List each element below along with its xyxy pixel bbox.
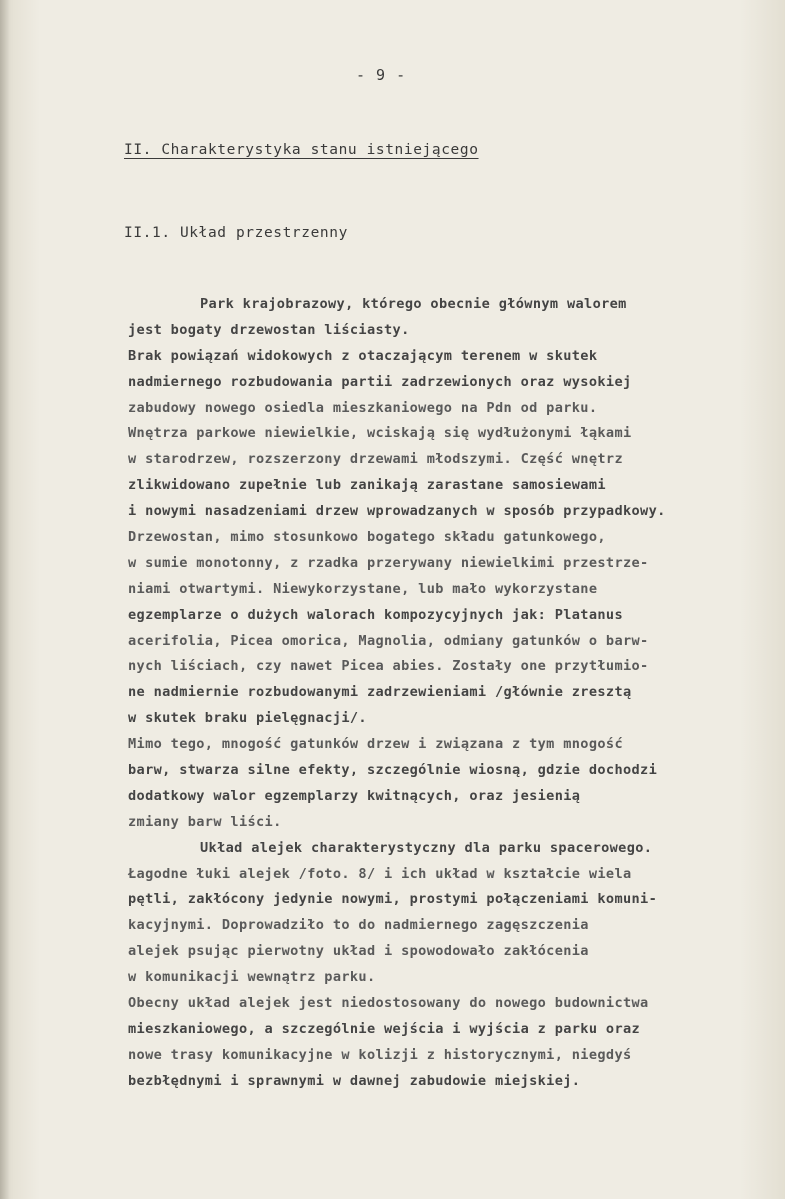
text-line: Układ alejek charakterystyczny dla parku spacerowego. bbox=[200, 839, 653, 856]
text-line: bezbłędnymi i sprawnymi w dawnej zabudowie miejskiej. bbox=[128, 1072, 581, 1089]
text-line: zmiany barw liści. bbox=[128, 813, 282, 830]
text-line: barw, stwarza silne efekty, szczególnie wiosną, gdzie dochodzi bbox=[128, 762, 658, 779]
text-line: mieszkaniowego, a szczególnie wejścia i wyjścia z parku oraz bbox=[128, 1020, 641, 1037]
body-text bbox=[128, 292, 778, 1095]
text-line: niami otwartymi. Niewykorzystane, lub mało wykorzystane bbox=[128, 580, 598, 597]
text-line: nowe trasy komunikacyjne w kolizji z historycznymi, niegdyś bbox=[128, 1046, 632, 1063]
text-line: nadmiernego rozbudowania partii zadrzewionych oraz wysokiej bbox=[128, 373, 632, 390]
text-line: zlikwidowano zupełnie lub zanikają zarastane samosiewami bbox=[128, 477, 606, 494]
text-line: Park krajobrazowy, którego obecnie głównym walorem bbox=[200, 296, 627, 312]
text-line: Brak powiązań widokowych z otaczającym terenem w skutek bbox=[128, 347, 598, 364]
text-line: ne nadmiernie rozbudowanymi zadrzewieniami /głównie zresztą bbox=[128, 684, 632, 701]
page-edge-shadow bbox=[0, 0, 10, 1199]
text-line: nych liściach, czy nawet Picea abies. Zostały one przytłumio- bbox=[128, 658, 649, 675]
text-line: w komunikacji wewnątrz parku. bbox=[128, 969, 376, 986]
text-line: alejek psując pierwotny układ i spowodowało zakłócenia bbox=[128, 943, 589, 960]
text-line: Obecny układ alejek jest niedostosowany do nowego budownictwa bbox=[128, 995, 649, 1012]
chapter-heading: II. Charakterystyka stanu istniejącego bbox=[124, 142, 479, 158]
section-heading: II.1. Układ przestrzenny bbox=[124, 225, 348, 241]
text-line: dodatkowy walor egzemplarzy kwitnących, oraz jesienią bbox=[128, 787, 581, 804]
text-line: w starodrzew, rozszerzony drzewami młodszymi. Część wnętrz bbox=[128, 451, 623, 468]
text-line: zabudowy nowego osiedla mieszkaniowego na Pdn od parku. bbox=[128, 399, 598, 416]
text-line: Łagodne łuki alejek /foto. 8/ i ich układ w kształcie wiela bbox=[128, 865, 632, 882]
text-line: w sumie monotonny, z rzadka przerywany niewielkimi przestrze- bbox=[128, 554, 649, 571]
text-line: kacyjnymi. Doprowadziło to do nadmiernego zagęszczenia bbox=[128, 917, 589, 934]
text-line: acerifolia, Picea omorica, Magnolia, odmiany gatunków o barw- bbox=[128, 632, 649, 649]
text-line: Mimo tego, mnogość gatunków drzew i związana z tym mnogość bbox=[128, 736, 623, 753]
text-line: w skutek braku pielęgnacji/. bbox=[128, 710, 367, 727]
page-number: - 9 - bbox=[356, 66, 407, 84]
text-line: jest bogaty drzewostan liściasty. bbox=[128, 321, 410, 338]
text-line: Wnętrza parkowe niewielkie, wciskają się wydłużonymi łąkami bbox=[128, 425, 632, 442]
text-line: egzemplarze o dużych walorach kompozycyjnych jak: Platanus bbox=[128, 606, 623, 623]
text-line: i nowymi nasadzeniami drzew wprowadzanych w sposób przypadkowy. bbox=[128, 503, 666, 520]
text-line: Drzewostan, mimo stosunkowo bogatego składu gatunkowego, bbox=[128, 529, 606, 546]
text-line: pętli, zakłócony jedynie nowymi, prostymi połączeniami komuni- bbox=[128, 891, 658, 908]
